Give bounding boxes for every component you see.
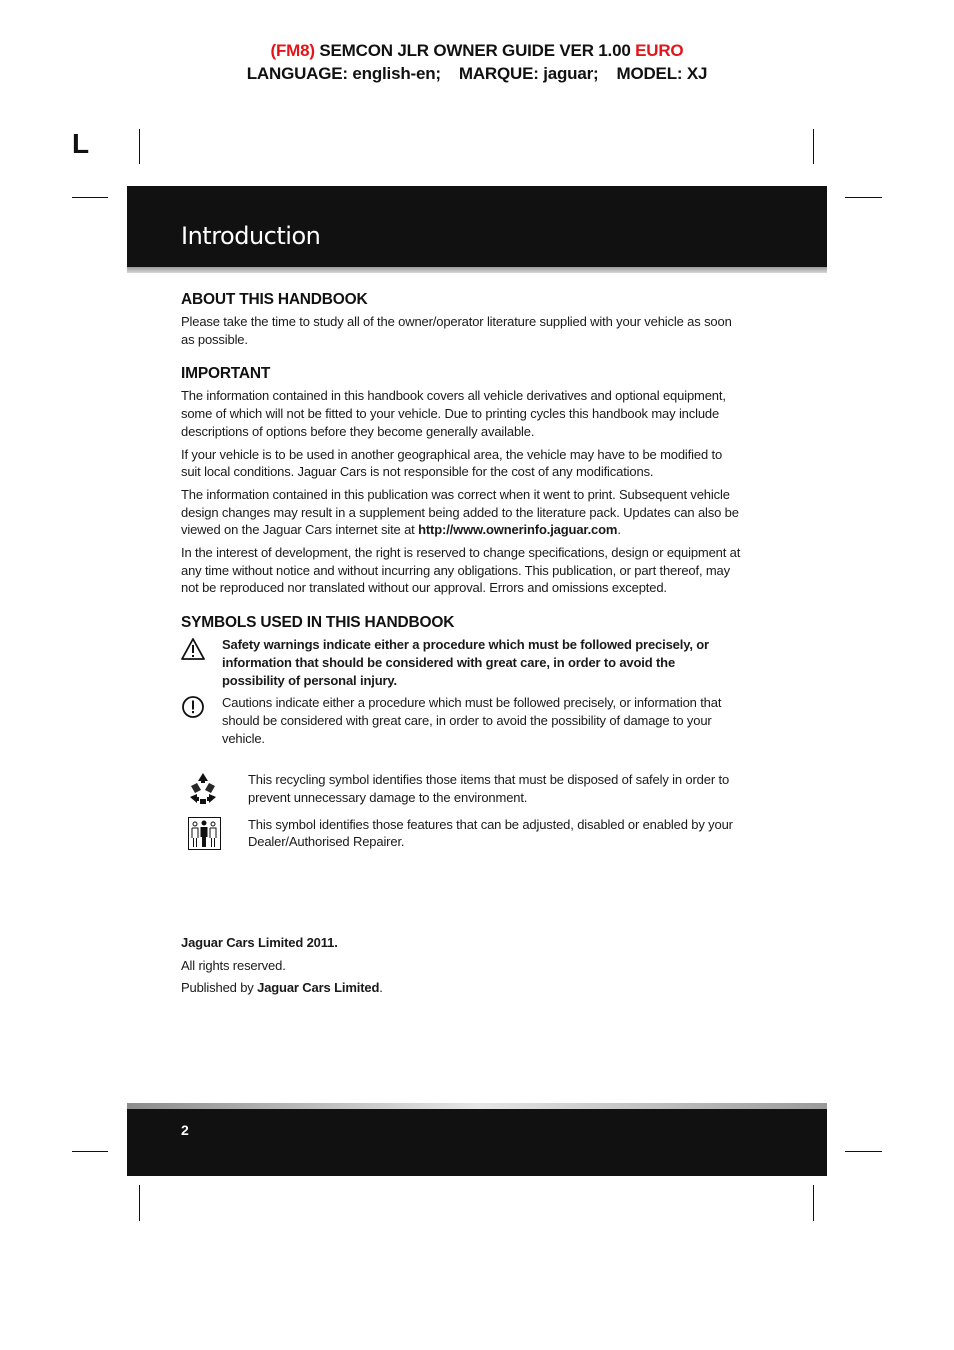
warning-row [181,636,741,689]
section-important [181,364,741,597]
website-link[interactable]: http://www.ownerinfo.jaguar.com [418,522,618,538]
section-symbols [181,613,741,851]
published-line [181,977,383,1000]
paragraph: If your vehicle is to be used in another geographical area, the vehicle may have to be modified to suit local conditions. Jaguar Cars is not responsible for the cost of any modifications. [181,446,723,480]
dealer-text: This symbol identifies those features that can be adjusted, disabled or enabled by your Dealer/Authorised Repairer. [248,816,733,850]
crop-mark [845,197,882,198]
section-heading-about: ABOUT THIS HANDBOOK [181,291,368,308]
footer-notes [181,932,383,1000]
print-header-line2 [0,62,954,85]
section-heading-symbols: SYMBOLS USED IN THIS HANDBOOK [181,614,455,632]
published-suffix: . [379,980,383,995]
recycle-icon [184,769,222,807]
dealer-people-icon [184,814,222,852]
crop-mark [139,129,140,164]
rights-line: All rights reserved. [181,957,286,973]
section-about [181,290,741,348]
region-label: EURO [635,41,684,60]
crop-mark [139,1185,140,1221]
caution-row [181,694,741,747]
page-title: Introduction [181,222,321,250]
paragraph [181,486,741,539]
title-bar-shine [127,267,827,273]
crop-mark [72,1151,108,1152]
caution-circle-icon [181,695,205,719]
copyright-line: Jaguar Cars Limited 2011. [181,935,338,950]
corner-letter: L [72,128,90,159]
paragraph-text: The information contained in this publication was correct when it went to print. Subsequent vehicle design changes may result in a supplement being added to the literature pack. Updates can also be viewed on the Jaguar Cars internet site at [181,486,739,538]
paragraph: Please take the time to study all of the owner/operator literature supplied with your vehicle as soon as possible. [181,314,732,347]
page-number: 2 [181,1122,189,1138]
published-prefix: Published by [181,980,258,995]
crop-mark [813,129,814,164]
dealer-row [181,816,741,851]
recycle-row [181,771,741,806]
title-bar [127,186,827,267]
caution-text: Cautions indicate either a procedure which must be followed precisely, or information that should be considered with great care, in order to avoid the possibility of damage to your vehicle. [222,695,722,746]
paragraph: The information contained in this handbook covers all vehicle derivatives and optional equipment, some of which will not be fitted to your vehicle. Due to printing cycles this handbook may include descriptions of options before they become generally available. [181,388,726,439]
warning-text: Safety warnings indicate either a procedure which must be followed precisely, or information that should be considered with great care, in order to avoid the possibility of personal injury. [222,637,709,688]
print-header-line1 [0,39,954,62]
guide-title: SEMCON JLR OWNER GUIDE VER 1.00 [319,41,631,60]
recycle-text: This recycling symbol identifies those items that must be disposed of safely in order to prevent unnecessary damage to the environment. [248,772,730,806]
paragraph-text: . [617,522,621,538]
other-symbols [181,771,741,851]
crop-mark [845,1151,882,1152]
crop-mark [72,197,108,198]
main-content [181,290,741,867]
publisher-name: Jaguar Cars Limited [257,980,380,995]
section-heading-important: IMPORTANT [181,365,271,383]
crop-mark [813,1185,814,1221]
warning-triangle-icon [181,637,205,661]
marque-label: MARQUE: jaguar; [458,64,599,83]
language-label: LANGUAGE: english-en; [246,64,441,83]
paragraph: In the interest of development, the right is reserved to change specifications, design or equipment at any time without notice and without incurring any obligations. This publication, or part thereof, may not be reproduced nor translated without our approval. Errors and omissions excepted. [181,545,741,596]
footer-bar [127,1109,827,1176]
footer-bar-shine [127,1103,827,1109]
print-header [0,39,954,85]
fm-code: (FM8) [270,41,315,60]
model-label: MODEL: XJ [616,64,708,83]
